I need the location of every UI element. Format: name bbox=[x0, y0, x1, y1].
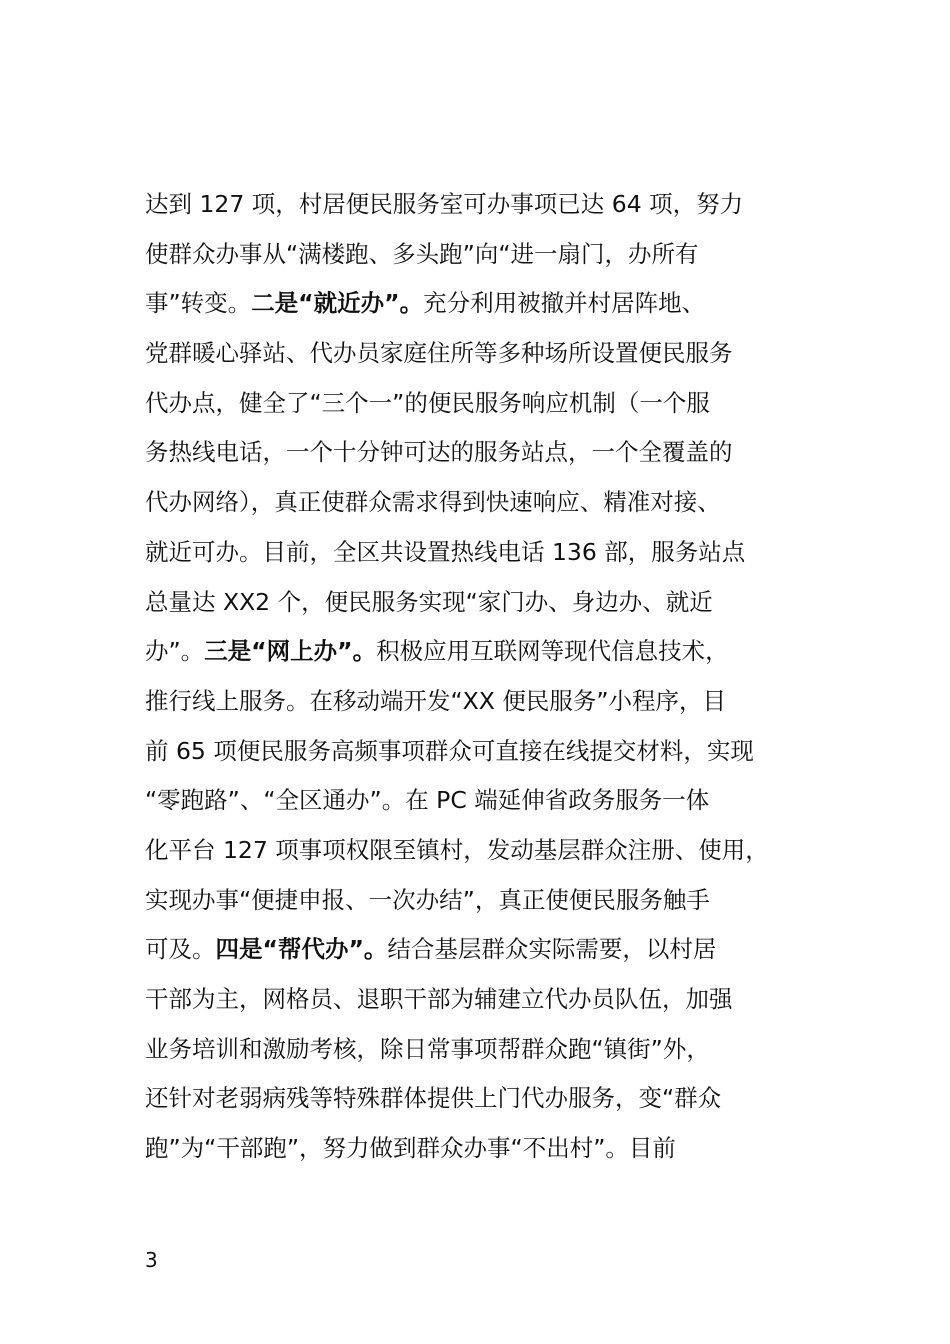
text-run: 就近可办。目前，全区共设置热线电话 136 部，服务站点 bbox=[145, 537, 746, 566]
text-run: 还针对老弱病残等特殊群体提供上门代办服务，变“群众 bbox=[145, 1084, 722, 1113]
text-line bbox=[145, 826, 845, 876]
text-run: 前 65 项便民服务高频事项群众可直接在线提交材料，实现 bbox=[145, 736, 754, 765]
text-run: 达到 127 项，村居便民服务室可办事项已达 64 项，努力 bbox=[145, 190, 744, 218]
text-line bbox=[145, 230, 845, 280]
text-run: 代办点，健全了“三个一”的便民服务响应机制（一个服 bbox=[145, 388, 710, 417]
text-run: 总量达 XX2 个，便民服务实现“家门办、身边办、就近 bbox=[145, 587, 713, 616]
text-line bbox=[145, 1124, 845, 1174]
text-run: 推行线上服务。在移动端开发“XX 便民服务”小程序，目 bbox=[145, 686, 727, 715]
text-run: 积极应用互联网等现代信息技术， bbox=[376, 637, 729, 666]
body-paragraph bbox=[145, 180, 845, 1174]
text-run: 干部为主，网格员、退职干部为辅建立代办员队伍，加强 bbox=[145, 985, 733, 1013]
text-run: 化平台 127 项事项权限至镇村，发动基层群众注册、使用， bbox=[145, 835, 769, 864]
text-line bbox=[145, 876, 845, 926]
text-run: 可及。 bbox=[145, 935, 216, 964]
text-run: 业务培训和激励考核，除日常事项帮群众跑“镇街”外， bbox=[145, 1034, 710, 1063]
text-line bbox=[145, 627, 845, 677]
text-run: 结合基层群众实际需要，以村居 bbox=[387, 935, 717, 964]
text-run: 代办网络），真正使群众需求得到快速响应、精准对接、 bbox=[145, 488, 721, 517]
text-line bbox=[145, 975, 845, 1025]
text-run: “零跑路”、“全区通办”。在 PC 端延伸省政务服务一体 bbox=[145, 786, 710, 815]
text-run: 跑”为“干部跑”，努力做到群众办事“不出村”。目前 bbox=[145, 1134, 676, 1163]
text-run: 办”。 bbox=[145, 637, 205, 666]
text-line bbox=[145, 1025, 845, 1075]
text-line bbox=[145, 528, 845, 578]
text-line bbox=[145, 578, 845, 628]
bold-heading-run: 二是“就近办”。 bbox=[251, 289, 424, 318]
text-line bbox=[145, 379, 845, 429]
text-run: 事”转变。 bbox=[145, 289, 252, 318]
text-line bbox=[145, 180, 845, 230]
page-number: 3 bbox=[145, 1248, 158, 1272]
text-line bbox=[145, 677, 845, 727]
text-run: 党群暖心驿站、代办员家庭住所等多种场所设置便民服务 bbox=[145, 339, 733, 368]
text-run: 实现办事“便捷申报、一次办结”，真正使便民服务触手 bbox=[145, 885, 710, 914]
text-line bbox=[145, 727, 845, 777]
text-run: 务热线电话，一个十分钟可达的服务站点，一个全覆盖的 bbox=[145, 438, 733, 467]
text-line bbox=[145, 925, 845, 975]
text-line bbox=[145, 329, 845, 379]
text-line bbox=[145, 776, 845, 826]
text-run: 使群众办事从“满楼跑、多头跑”向“进一扇门，办所有 bbox=[145, 239, 699, 268]
bold-heading-run: 四是“帮代办”。 bbox=[215, 935, 388, 964]
text-run: 充分利用被撤并村居阵地、 bbox=[423, 289, 706, 318]
text-line bbox=[145, 279, 845, 329]
bold-heading-run: 三是“网上办”。 bbox=[204, 637, 377, 666]
text-line bbox=[145, 1074, 845, 1124]
text-line bbox=[145, 478, 845, 528]
text-line bbox=[145, 428, 845, 478]
